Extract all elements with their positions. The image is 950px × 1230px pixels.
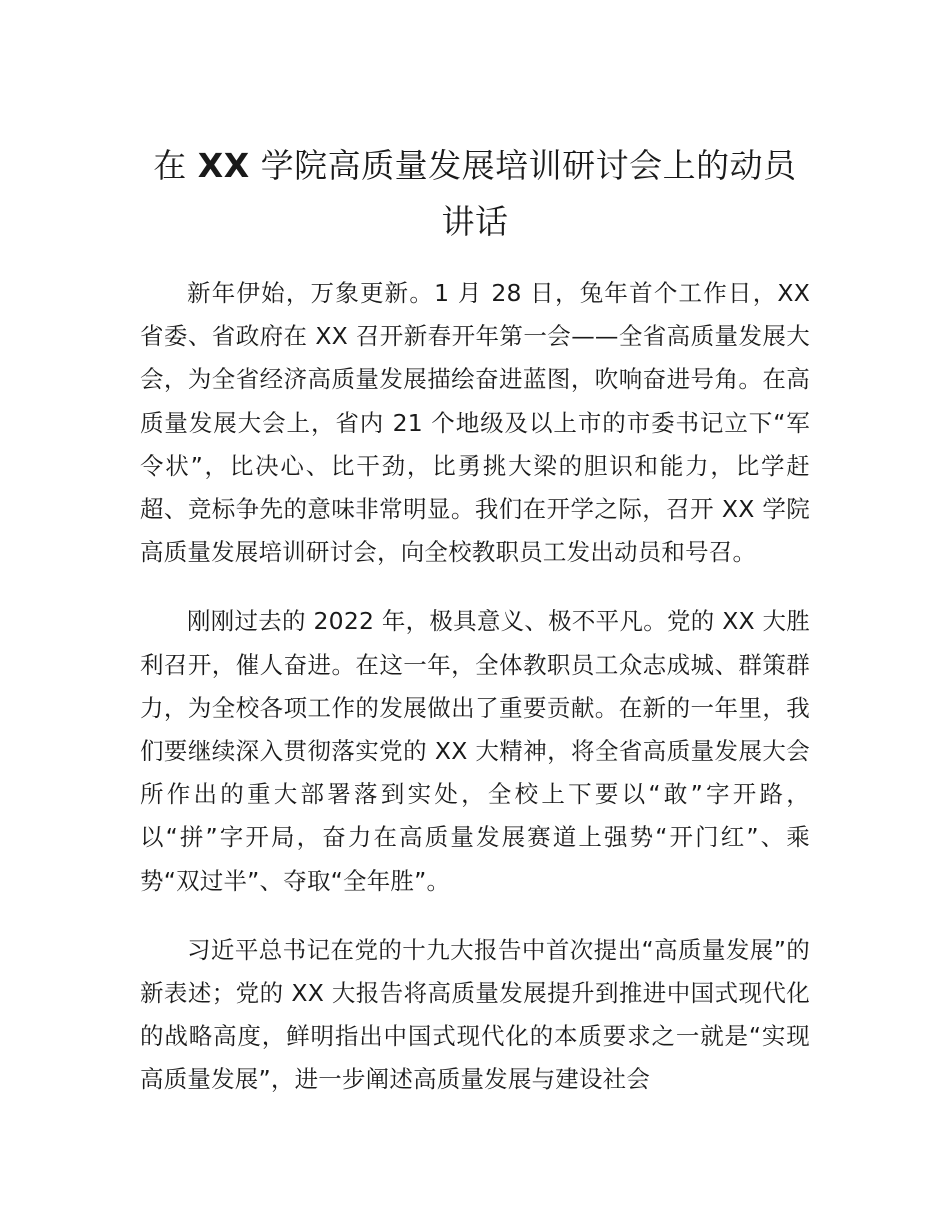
title-rest: 学院高质量发展培训研讨会上的动员讲话 xyxy=(249,146,797,241)
page-title xyxy=(140,138,810,250)
title-emphasis: XX xyxy=(197,146,250,185)
paragraph-3: 习近平总书记在党的十九大报告中首次提出“高质量发展”的新表述；党的 XX 大报告将高质量发展提升到推进中国式现代化的战略高度，鲜明指出中国式现代化的本质要求之一就是“实现高质量发展”，进一步阐述高质量发展与建设社会 xyxy=(140,935,810,1094)
paragraph-2: 刚刚过去的 2022 年，极具意义、极不平凡。党的 XX 大胜利召开，催人奋进。在这一年，全体教职员工众志成城、群策群力，为全校各项工作的发展做出了重要贡献。在新的一年里，我们要继续深入贯彻落实党的 XX 大精神，将全省高质量发展大会所作出的重大部署落到实处，全校上下要以“敢”字开路，以“拼”字开局，奋力在高质量发展赛道上强势“开门红”、乘势“双过半”、夺取“全年胜”。 xyxy=(140,607,810,895)
title-prefix: 在 xyxy=(153,146,198,185)
paragraph-1: 新年伊始，万象更新。1 月 28 日，兔年首个工作日，XX 省委、省政府在 XX 召开新春开年第一会——全省高质量发展大会，为全省经济高质量发展描绘奋进蓝图，吹响奋进号角。在高质量发展大会上，省内 21 个地级及以上市的市委书记立下“军令状”，比决心、比干劲，比勇挑大梁的胆识和能力，比学赶超、竞标争先的意味非常明显。我们在开学之际，召开 XX 学院高质量发展培训研讨会，向全校教职员工发出动员和号召。 xyxy=(140,279,810,567)
